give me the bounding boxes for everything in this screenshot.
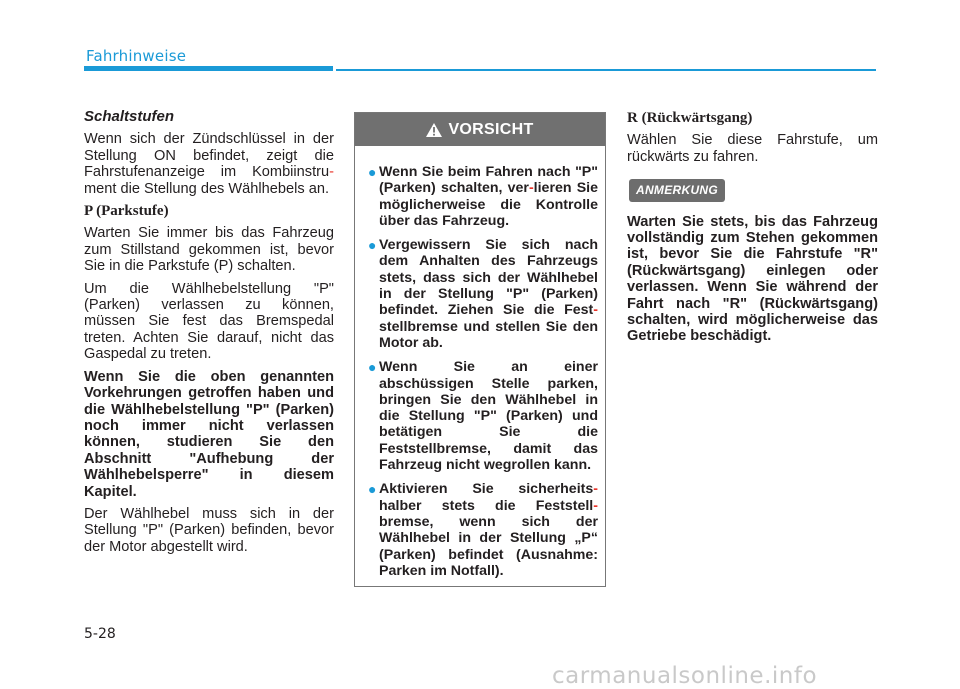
heading-park: P (Parkstufe) <box>84 203 169 220</box>
caution-item: ● Vergewissern Sie sich nach dem Anhalten des Fahrzeugs stets, dass sich der Wählhebel in der Stellung "P" (Parken) befindet. Ziehen Sie die Fest-stellbremse und stellen Sie den Motor ab. <box>368 237 598 351</box>
caution-header <box>355 113 605 146</box>
right-column <box>627 110 878 351</box>
caution-title: VORSICHT <box>448 120 534 138</box>
caution-box <box>354 112 606 587</box>
header-rule-thick <box>84 66 333 71</box>
park-paragraph-3: Wenn Sie die oben genannten Vorkehrungen getroffen haben und die Wählhebelstellung "P" (Parken) noch immer nicht verlassen können, studieren Sie den Abschnitt "Aufhebung der Wählhebelsperre" in diesem Kapitel. <box>84 368 334 500</box>
intro-paragraph: Wenn sich der Zündschlüssel in der Stellung ON befindet, zeigt die Fahrstufenanzeige im Kombiinstru-ment die Stellung des Wählhebels an. <box>84 131 334 197</box>
warning-triangle-icon <box>426 123 442 137</box>
page-number: 5-28 <box>84 626 116 642</box>
note-badge: ANMERKUNG <box>629 179 725 201</box>
section-title: Fahrhinweise <box>86 47 187 65</box>
bullet-dot-icon: ● <box>368 481 377 498</box>
caution-item: ● Wenn Sie an einer abschüssigen Stelle parken, bringen Sie den Wählhebel in die Stellung "P" (Parken) und betätigen Sie die Feststellbremse, damit das Fahrzeug nicht wegrollen kann. <box>368 359 598 474</box>
caution-item: ● Aktivieren Sie sicherheits-halber stets die Feststell-bremse, wenn sich der Wählhebel in der Stellung „P“ (Parken) befindet (Ausnahme: Parken im Notfall). <box>368 481 598 579</box>
bullet-dot-icon: ● <box>368 359 377 376</box>
header-rule-thin <box>336 69 876 71</box>
park-paragraph-2: Um die Wählhebelstellung "P" (Parken) verlassen zu können, müssen Sie fest das Bremspedal treten. Achten Sie darauf, nicht das Gaspedal zu treten. <box>84 280 334 363</box>
heading-reverse: R (Rückwärtsgang) <box>627 110 753 126</box>
park-paragraph-1: Warten Sie immer bis das Fahrzeug zum Stillstand gekommen ist, bevor Sie in die Parkstufe (P) schalten. <box>84 225 334 275</box>
heading-shift-positions: Schaltstufen <box>84 108 175 125</box>
bullet-dot-icon: ● <box>368 237 377 254</box>
caution-item: ● Wenn Sie beim Fahren nach "P" (Parken) schalten, ver-lieren Sie möglicherweise die Kontrolle über das Fahrzeug. <box>368 164 598 229</box>
park-paragraph-4: Der Wählhebel muss sich in der Stellung "P" (Parken) befinden, bevor der Motor abgestellt wird. <box>84 505 334 555</box>
watermark: carmanualsonline.info <box>552 663 818 689</box>
bullet-dot-icon: ● <box>368 164 377 180</box>
left-column <box>84 109 334 561</box>
note-text: Warten Sie stets, bis das Fahrzeug vollständig zum Stehen gekommen ist, bevor Sie die Fahrstufe "R" (Rückwärtsgang) einlegen oder verlassen. Wenn Sie während der Fahrt nach "R" (Rückwärtsgang) schalten, wird möglicherweise das Getriebe beschädigt. <box>627 213 878 345</box>
caution-list <box>355 146 605 579</box>
reverse-paragraph: Wählen Sie diese Fahrstufe, um rückwärts zu fahren. <box>627 132 878 165</box>
